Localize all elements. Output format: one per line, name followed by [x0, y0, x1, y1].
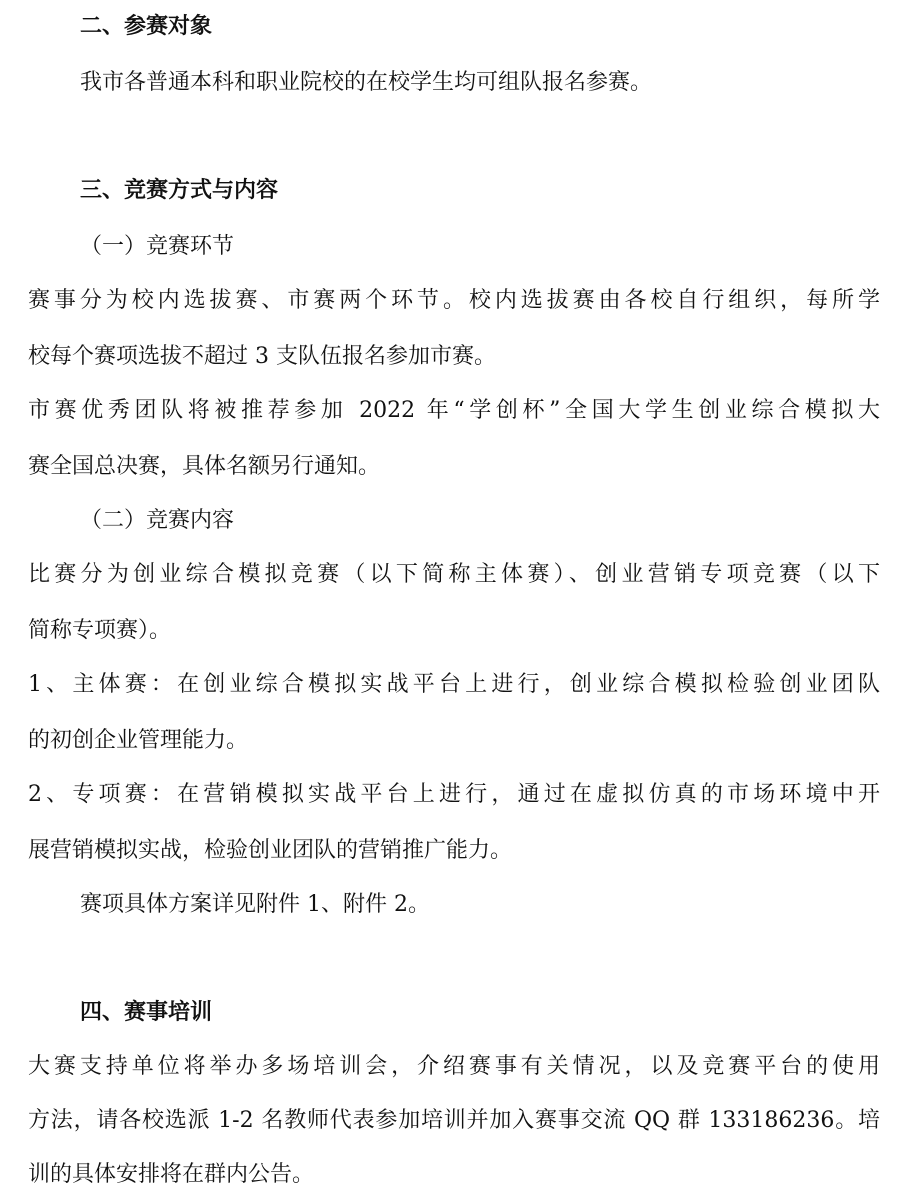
paragraph-main-contest-line2: 的初创企业管理能力。: [28, 728, 249, 753]
section-heading-training: 四、赛事培训: [80, 1000, 213, 1025]
section-heading-format: 三、竞赛方式与内容: [80, 178, 279, 203]
subheading-content: （二）竞赛内容: [80, 508, 235, 533]
section-heading-participants: 二、参赛对象: [80, 14, 213, 39]
paragraph-participants: 我市各普通本科和职业院校的在校学生均可组队报名参赛。: [80, 70, 653, 95]
paragraph-recommend-line1: 市赛优秀团队将被推荐参加 2022 年“学创杯”全国大学生创业综合模拟大: [28, 398, 880, 423]
paragraph-main-contest-line1: 1、主体赛：在创业综合模拟实战平台上进行，创业综合模拟检验创业团队: [28, 672, 880, 697]
paragraph-stages-line1: 赛事分为校内选拔赛、市赛两个环节。校内选拔赛由各校自行组织，每所学: [28, 288, 880, 313]
paragraph-special-contest-line1: 2、专项赛：在营销模拟实战平台上进行，通过在虚拟仿真的市场环境中开: [28, 782, 880, 807]
paragraph-special-contest-line2: 展营销模拟实战，检验创业团队的营销推广能力。: [28, 838, 513, 863]
paragraph-stages-line2: 校每个赛项选拔不超过 3 支队伍报名参加市赛。: [28, 344, 496, 369]
paragraph-attachments: 赛项具体方案详见附件 1、附件 2。: [80, 892, 430, 917]
paragraph-training-line2: 方法，请各校选派 1-2 名教师代表参加培训并加入赛事交流 QQ 群 133186236。培: [28, 1108, 880, 1133]
paragraph-training-line1: 大赛支持单位将举办多场培训会，介绍赛事有关情况，以及竞赛平台的使用: [28, 1054, 880, 1079]
paragraph-content-line2: 简称专项赛）。: [28, 618, 172, 643]
subheading-stages: （一）竞赛环节: [80, 234, 235, 259]
paragraph-training-line3: 训的具体安排将在群内公告。: [28, 1162, 315, 1187]
paragraph-recommend-line2: 赛全国总决赛，具体名额另行通知。: [28, 454, 381, 479]
paragraph-content-line1: 比赛分为创业综合模拟竞赛（以下简称主体赛）、创业营销专项竞赛（以下: [28, 562, 880, 587]
